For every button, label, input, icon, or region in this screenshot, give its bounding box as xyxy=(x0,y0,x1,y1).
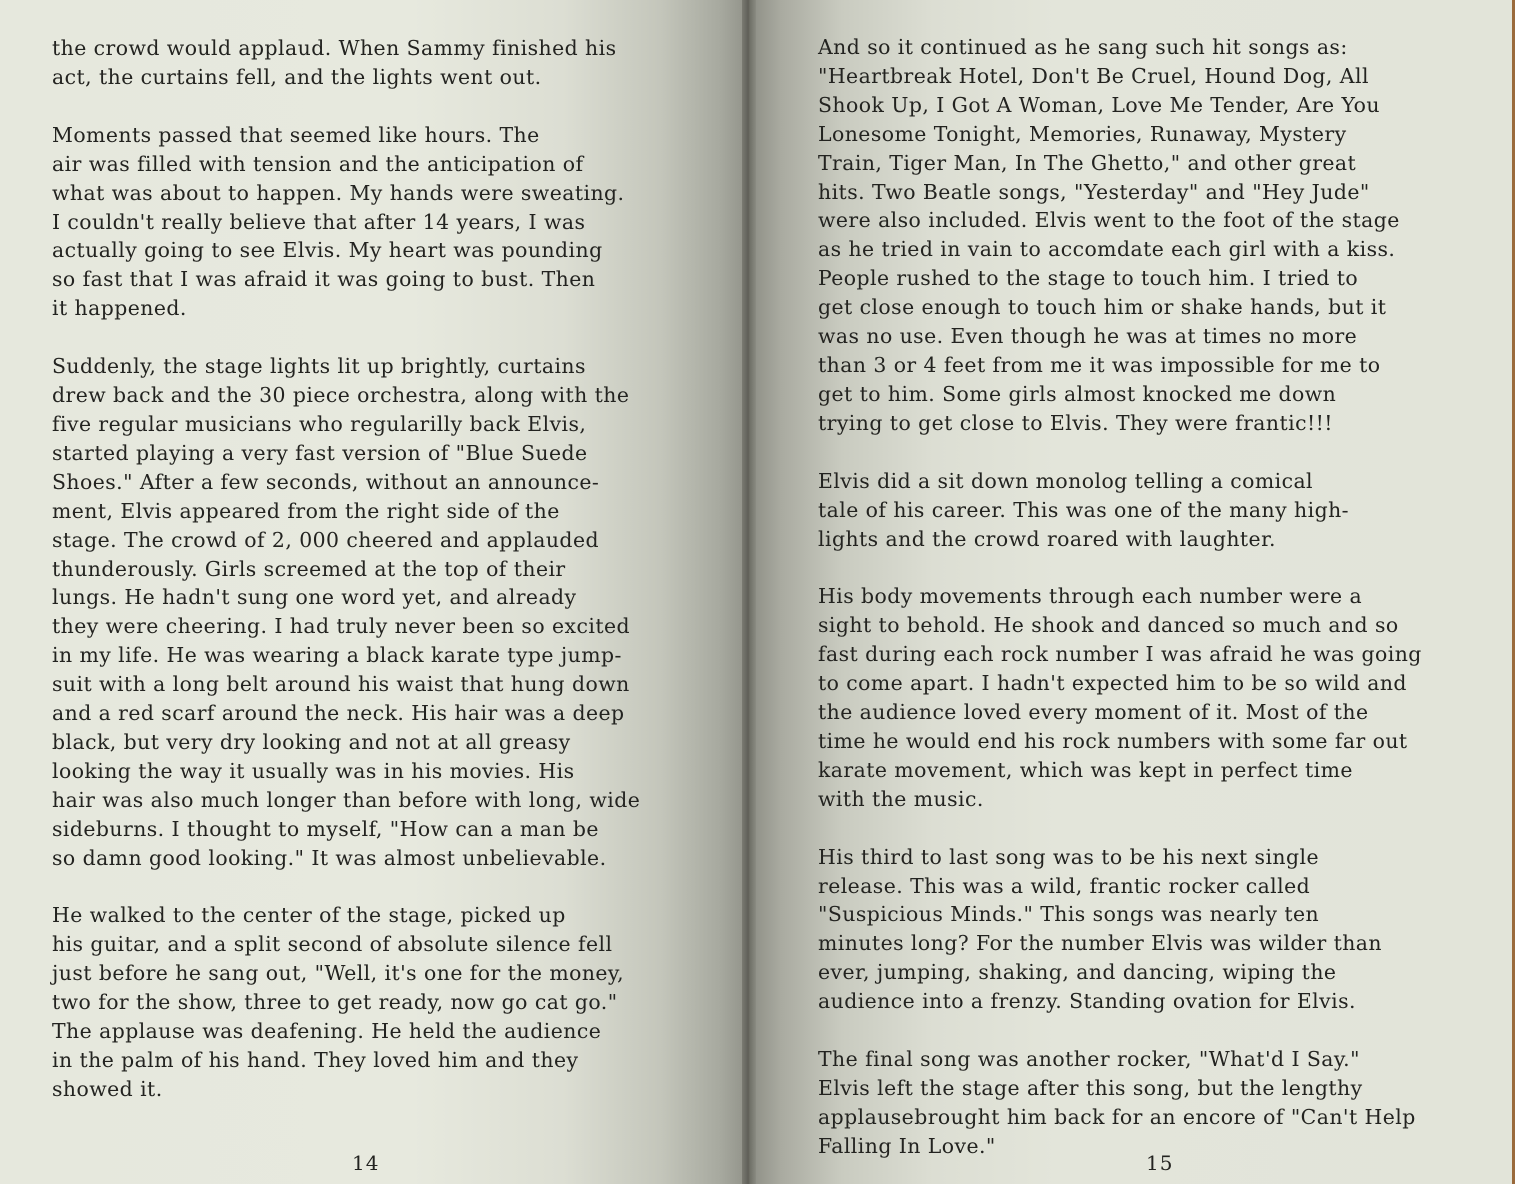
paragraph: The final song was another rocker, "What'd I Say." Elvis left the stage after this song, but the lengthy applausebrought him back for an encore of "Can't Help Falling In Love." xyxy=(818,1047,1416,1158)
paragraph: Moments passed that seemed like hours. The air was filled with tension and the anticipation of what was about to happen. My hands were sweating. I couldn't really believe that after 14 years, I was actually going to see Elvis. My heart was pounding so fast that I was afraid it was going to bust. Then it happened. xyxy=(52,122,625,321)
paragraph: Suddenly, the stage lights lit up brightly, curtains drew back and the 30 piece orchestra, along with the five regular musicians who regularilly back Elvis, started playing a very fast version of "Blue Suede Shoes." After a few seconds, without an announce- ment, Elvis appeared from the right side of the stage. The crowd of 2, 000 cheered and applauded thunderously. Girls screemed at the top of their lungs. He hadn't sung one word yet, and already they were cheering. I had truly never been so excited in my life. He was wearing a black karate type jump- suit with a long belt around his waist that hung down and a red scarf around the neck. His hair was a deep black, but very dry looking and not at all greasy looking the way it usually was in his movies. His hair was also much longer than before with long, wide sideburns. I thought to myself, "How can a man be so damn good looking." It was almost unbelievable. xyxy=(52,354,641,870)
paragraph: the crowd would applaud. When Sammy finished his act, the curtains fell, and the lights went out. xyxy=(52,36,617,89)
paragraph: Elvis did a sit down monolog telling a comical tale of his career. This was one of the many high- lights and the crowd roared with laughter. xyxy=(818,468,1350,551)
paragraph: His third to last song was to be his next single release. This was a wild, frantic rocker called "Suspicious Minds." This songs was nearly ten minutes long? For the number Elvis was wilder than ever, jumping, shaking, and dancing, wiping the audience into a frenzy. Standing ovation for Elvis. xyxy=(818,844,1382,1014)
right-page xyxy=(750,0,1515,1184)
paragraph: And so it continued as he sang such hit songs as: "Heartbreak Hotel, Don't Be Cruel, Hound Dog, All Shook Up, I Got A Woman, Love Me Tender, Are You Lonesome Tonight, Memories, Runaway, Mystery Train, Tiger Man, In The Ghetto," and other great hits. Two Beatle songs, "Yesterday" and "Hey Jude" were also included. Elvis went to the foot of the stage as he tried in vain to accomdate each girl with a kiss. People rushed to the stage to touch him. I tried to get close enough to touch him or shake hands, but it was no use. Even though he was at times no more than 3 or 4 feet from me it was impossible for me to get to him. Some girls almost knocked me down trying to get close to Elvis. They were frantic!!! xyxy=(818,35,1400,435)
book-gutter xyxy=(742,0,756,1184)
page-number: 14 xyxy=(352,1151,380,1176)
left-page xyxy=(0,0,750,1184)
page-number: 15 xyxy=(1146,1151,1174,1176)
paragraph: His body movements through each number were a sight to behold. He shook and danced so much and so fast during each rock number I was afraid he was going to come apart. I hadn't expected him to be so wild and the audience loved every moment of it. Most of the time he would end his rock numbers with some far out karate movement, which was kept in perfect time with the music. xyxy=(818,584,1422,811)
paragraph: He walked to the center of the stage, picked up his guitar, and a split second of absolute silence fell just before he sang out, "Well, it's one for the money, two for the show, three to get ready, now go cat go." The applause was deafening. He held the audience in the palm of his hand. They loved him and they showed it. xyxy=(52,903,625,1101)
